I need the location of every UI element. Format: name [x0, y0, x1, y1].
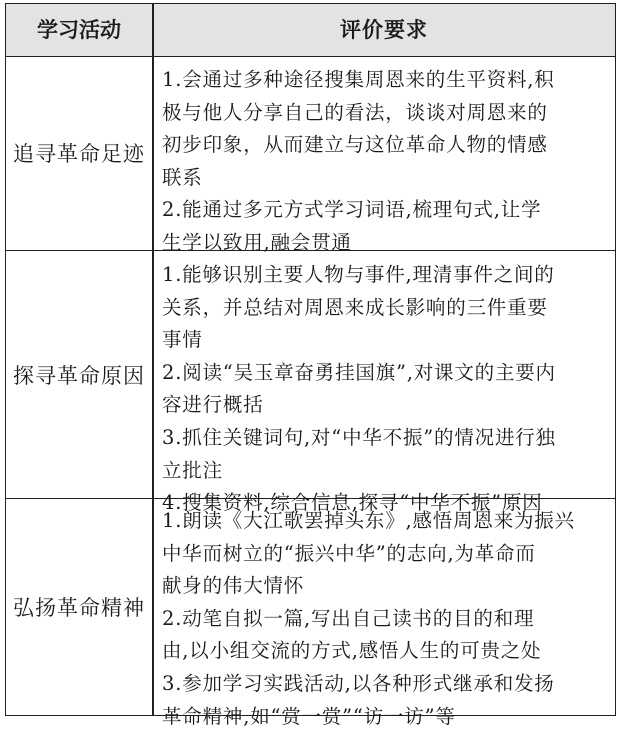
requirement-line: 事情	[162, 328, 203, 352]
requirement-line: 献身的伟大情怀	[162, 574, 305, 598]
requirement-line: 革命精神,如“赏一赏”“访一访”等	[162, 704, 456, 728]
requirement-line: 极与他人分享自己的看法，谈谈对周恩来的	[162, 100, 548, 124]
requirement-line: 2.阅读“吴玉章奋勇挂国旗”,对课文的主要内	[162, 360, 556, 384]
activity-cell: 探寻革命原因	[13, 364, 145, 388]
requirement-line: 1.会通过多种途径搜集周恩来的生平资料,积	[162, 68, 555, 91]
requirement-line: 4.搜集资料,综合信息,探寻“中华不振”原因	[162, 491, 543, 515]
activity-cell: 弘扬革命精神	[13, 596, 145, 620]
requirement-line: 3.抓住关键词句,对“中华不振”的情况进行独	[162, 425, 556, 449]
requirement-line: 2.动笔自拟一篇,写出自己读书的目的和理	[162, 606, 535, 630]
requirement-cell	[162, 505, 607, 733]
header-requirement: 评价要求	[340, 18, 428, 42]
requirement-line: 中华而树立的“振兴中华”的志向,为革命而	[162, 541, 536, 565]
requirement-line: 关系，并总结对周恩来成长影响的三件重要	[162, 295, 548, 319]
requirement-line: 初步印象，从而建立与这位革命人物的情感	[162, 133, 548, 157]
requirement-cell	[162, 259, 607, 520]
evaluation-table	[5, 3, 616, 728]
table-row-2	[6, 250, 615, 515]
table-row-3	[6, 498, 615, 728]
activity-cell: 追寻革命足迹	[13, 142, 145, 166]
header-activity: 学习活动	[37, 18, 121, 42]
requirement-line: 生学以致用,融会贯通	[162, 230, 352, 254]
requirement-line: 立批注	[162, 458, 223, 482]
requirement-line: 联系	[162, 165, 203, 189]
requirement-line: 容进行概括	[162, 393, 264, 417]
requirement-line: 1.能够识别主要人物与事件,理清事件之间的	[162, 263, 555, 286]
requirement-line: 1.朗读《大江歌罢掉头东》,感悟周恩来为振兴	[162, 509, 575, 532]
table-row-1	[6, 56, 615, 254]
requirement-line: 由,以小组交流的方式,感悟人生的可贵之处	[162, 639, 542, 663]
requirement-cell	[162, 64, 607, 260]
requirement-line: 3.参加学习实践活动,以各种形式继承和发扬	[162, 671, 555, 695]
column-divider	[152, 4, 154, 715]
requirement-line: 2.能通过多元方式学习词语,梳理句式,让学	[162, 198, 542, 222]
table-header	[6, 4, 615, 57]
